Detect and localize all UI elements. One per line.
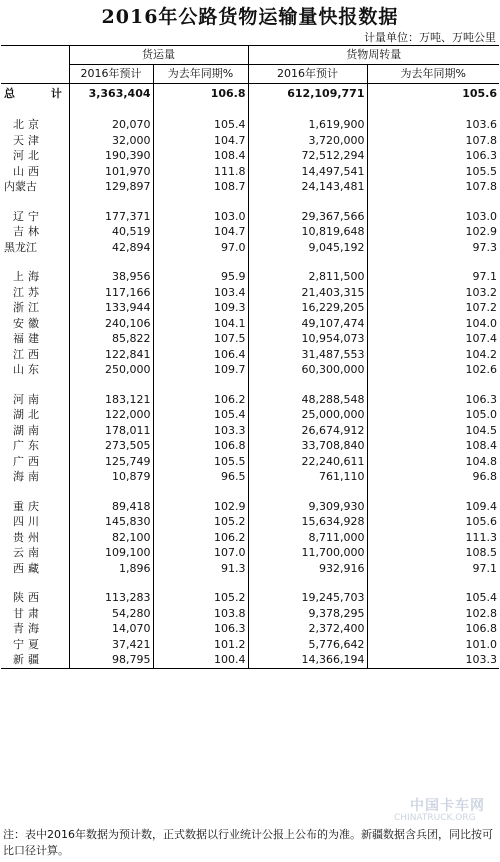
table-row xyxy=(1,438,499,454)
region-name: 海南 xyxy=(1,469,69,485)
table-row xyxy=(1,545,499,561)
turnover-yoy: 97.1 xyxy=(472,270,497,283)
turnover-2016: 25,000,000 xyxy=(248,407,367,423)
unit-label: 计量单位：万吨、万吨公里 xyxy=(364,31,496,44)
volume-2016: 273,505 xyxy=(69,438,153,454)
turnover-yoy: 106.8 xyxy=(465,622,497,635)
table-row xyxy=(1,606,499,622)
table-row xyxy=(1,224,499,240)
turnover-yoy: 105.6 xyxy=(465,515,497,528)
volume-yoy: 107.0 xyxy=(153,545,248,561)
turnover-yoy: 103.2 xyxy=(465,285,497,299)
turnover-yoy: 103.6 xyxy=(465,118,497,131)
volume-2016: 20,070 xyxy=(69,117,153,133)
table-row xyxy=(1,637,499,653)
volume-2016: 129,897 xyxy=(69,179,153,195)
col-header-turnover-yoy: 为去年同期% xyxy=(367,65,499,84)
region-name: 青海 xyxy=(1,621,69,637)
turnover-yoy: 105.0 xyxy=(465,408,497,421)
region-name: 河南 xyxy=(1,392,69,408)
turnover-2016: 3,720,000 xyxy=(248,133,367,149)
table-row xyxy=(1,209,499,225)
region-name: 广东 xyxy=(1,438,69,454)
turnover-yoy: 101.0 xyxy=(465,637,497,651)
table-row xyxy=(1,331,499,347)
table-row xyxy=(1,117,499,133)
turnover-2016: 31,487,553 xyxy=(248,347,367,363)
region-name: 上海 xyxy=(1,269,69,285)
turnover-2016: 19,245,703 xyxy=(248,590,367,606)
total-volume-yoy: 106.8 xyxy=(153,84,248,104)
table-row xyxy=(1,347,499,363)
turnover-2016: 21,403,315 xyxy=(248,285,367,301)
volume-2016: 125,749 xyxy=(69,454,153,470)
volume-yoy: 109.3 xyxy=(153,300,248,316)
region-name: 甘肃 xyxy=(1,606,69,622)
volume-yoy: 106.3 xyxy=(153,621,248,637)
volume-yoy: 104.1 xyxy=(153,316,248,332)
volume-2016: 250,000 xyxy=(69,362,153,378)
table-row xyxy=(1,148,499,164)
volume-yoy: 104.7 xyxy=(153,133,248,149)
group-spacer xyxy=(1,195,499,209)
table-row xyxy=(1,133,499,149)
volume-yoy: 91.3 xyxy=(153,561,248,577)
table-row xyxy=(1,469,499,485)
volume-yoy: 108.7 xyxy=(153,179,248,195)
turnover-2016: 9,378,295 xyxy=(248,606,367,622)
table-row xyxy=(1,514,499,530)
volume-2016: 32,000 xyxy=(69,133,153,149)
region-name: 北京 xyxy=(1,117,69,133)
table-row xyxy=(1,454,499,470)
volume-2016: 82,100 xyxy=(69,530,153,546)
turnover-2016: 33,708,840 xyxy=(248,438,367,454)
table-row xyxy=(1,300,499,316)
volume-2016: 98,795 xyxy=(69,652,153,668)
volume-yoy: 105.2 xyxy=(153,514,248,530)
region-name: 新疆 xyxy=(1,652,69,668)
turnover-yoy: 103.0 xyxy=(465,209,497,223)
turnover-2016: 72,512,294 xyxy=(248,148,367,164)
turnover-yoy: 104.0 xyxy=(465,316,497,330)
group-spacer xyxy=(1,255,499,269)
group-spacer xyxy=(1,103,499,117)
turnover-yoy: 97.1 xyxy=(472,561,497,575)
turnover-yoy: 109.4 xyxy=(465,499,497,513)
table-row xyxy=(1,621,499,637)
region-name: 辽宁 xyxy=(1,209,69,225)
volume-yoy: 106.2 xyxy=(153,392,248,408)
turnover-2016: 2,372,400 xyxy=(248,621,367,637)
turnover-2016: 11,700,000 xyxy=(248,545,367,561)
volume-yoy: 106.8 xyxy=(153,438,248,454)
table-row xyxy=(1,407,499,423)
volume-yoy: 103.8 xyxy=(153,606,248,622)
turnover-2016: 1,619,900 xyxy=(248,117,367,133)
region-name: 江苏 xyxy=(1,285,69,301)
turnover-2016: 9,045,192 xyxy=(248,240,367,256)
total-turnover: 612,109,771 xyxy=(248,84,367,104)
table-row xyxy=(1,423,499,439)
volume-yoy: 103.4 xyxy=(153,285,248,301)
region-name: 宁夏 xyxy=(1,637,69,653)
turnover-yoy: 103.3 xyxy=(367,652,499,668)
region-name: 贵州 xyxy=(1,530,69,546)
region-name: 吉林 xyxy=(1,224,69,240)
turnover-2016: 14,497,541 xyxy=(248,164,367,180)
table-row xyxy=(1,164,499,180)
volume-2016: 89,418 xyxy=(69,499,153,515)
turnover-yoy: 104.8 xyxy=(465,454,497,468)
region-name: 山西 xyxy=(1,164,69,180)
region-name: 河北 xyxy=(1,148,69,164)
turnover-yoy: 102.8 xyxy=(465,606,497,620)
volume-yoy: 108.4 xyxy=(153,148,248,164)
region-name: 安徽 xyxy=(1,316,69,332)
volume-2016: 101,970 xyxy=(69,164,153,180)
region-name: 云南 xyxy=(1,545,69,561)
turnover-2016: 24,143,481 xyxy=(248,179,367,195)
turnover-2016: 49,107,474 xyxy=(248,316,367,332)
volume-2016: 10,879 xyxy=(69,469,153,485)
turnover-yoy: 106.3 xyxy=(465,392,497,406)
volume-yoy: 101.2 xyxy=(153,637,248,653)
table-row xyxy=(1,652,499,668)
region-name: 湖北 xyxy=(1,407,69,423)
turnover-2016: 14,366,194 xyxy=(248,652,367,668)
volume-2016: 38,956 xyxy=(69,269,153,285)
turnover-yoy: 107.8 xyxy=(465,180,497,193)
turnover-yoy: 105.4 xyxy=(465,591,497,604)
volume-2016: 40,519 xyxy=(69,224,153,240)
page-title: 2016年公路货物运输量快报数据 xyxy=(101,6,399,28)
region-name: 西藏 xyxy=(1,561,69,577)
total-volume: 3,363,404 xyxy=(69,84,153,104)
footnote: 注：表中2016年数据为预计数，正式数据以行业统计公报上公布的为准。新疆数据含兵团，同比按可比口径计算。 xyxy=(3,828,493,857)
volume-2016: 183,121 xyxy=(69,392,153,408)
turnover-2016: 22,240,611 xyxy=(248,454,367,470)
region-name: 陕西 xyxy=(1,590,69,606)
table-row xyxy=(1,316,499,332)
turnover-2016: 8,711,000 xyxy=(248,530,367,546)
table-row xyxy=(1,392,499,408)
table-row xyxy=(1,179,499,195)
volume-2016: 1,896 xyxy=(69,561,153,577)
turnover-yoy: 107.2 xyxy=(465,301,497,314)
volume-2016: 37,421 xyxy=(69,637,153,653)
turnover-2016: 48,288,548 xyxy=(248,392,367,408)
col-header-turnover-2016: 2016年预计 xyxy=(248,65,367,84)
volume-2016: 178,011 xyxy=(69,423,153,439)
table-row xyxy=(1,269,499,285)
volume-yoy: 100.4 xyxy=(153,652,248,668)
volume-2016: 54,280 xyxy=(69,606,153,622)
total-turnover-yoy: 105.6 xyxy=(462,87,497,100)
volume-yoy: 102.9 xyxy=(153,499,248,515)
volume-2016: 117,166 xyxy=(69,285,153,301)
volume-yoy: 111.8 xyxy=(153,164,248,180)
region-name: 重庆 xyxy=(1,499,69,515)
region-name: 天津 xyxy=(1,133,69,149)
region-name: 广西 xyxy=(1,454,69,470)
volume-2016: 42,894 xyxy=(69,240,153,256)
col-header-volume-yoy: 为去年同期% xyxy=(153,65,248,84)
volume-2016: 145,830 xyxy=(69,514,153,530)
turnover-yoy: 105.5 xyxy=(465,164,497,178)
turnover-2016: 10,819,648 xyxy=(248,224,367,240)
turnover-yoy: 107.4 xyxy=(465,332,497,345)
table-row xyxy=(1,240,499,256)
volume-2016: 190,390 xyxy=(69,148,153,164)
volume-2016: 122,841 xyxy=(69,347,153,363)
volume-2016: 14,070 xyxy=(69,621,153,637)
volume-2016: 113,283 xyxy=(69,590,153,606)
watermark-text: 中国卡车网 xyxy=(410,798,485,814)
volume-yoy: 105.4 xyxy=(153,407,248,423)
watermark-subtext: CHINATRUCK.ORG xyxy=(394,813,476,823)
turnover-2016: 10,954,073 xyxy=(248,331,367,347)
region-name: 四川 xyxy=(1,514,69,530)
turnover-2016: 2,811,500 xyxy=(248,269,367,285)
turnover-2016: 16,229,205 xyxy=(248,300,367,316)
col-header-volume-2016: 2016年预计 xyxy=(69,65,153,84)
turnover-yoy: 106.3 xyxy=(465,149,497,162)
turnover-yoy: 102.6 xyxy=(465,363,497,376)
region-name: 山东 xyxy=(1,362,69,378)
freight-volume-header: 货运量 xyxy=(69,46,248,65)
volume-yoy: 105.5 xyxy=(153,454,248,470)
turnover-yoy: 96.8 xyxy=(472,470,497,483)
total-label: 总 计 xyxy=(1,84,69,104)
group-spacer xyxy=(1,485,499,499)
region-name: 湖南 xyxy=(1,423,69,439)
region-header xyxy=(1,46,69,84)
volume-yoy: 105.2 xyxy=(153,590,248,606)
volume-2016: 177,371 xyxy=(69,209,153,225)
freight-turnover-header: 货物周转量 xyxy=(248,46,499,65)
table-row xyxy=(1,561,499,577)
volume-yoy: 95.9 xyxy=(153,269,248,285)
table-row xyxy=(1,499,499,515)
turnover-2016: 26,674,912 xyxy=(248,423,367,439)
turnover-2016: 9,309,930 xyxy=(248,499,367,515)
volume-2016: 109,100 xyxy=(69,545,153,561)
turnover-yoy: 97.3 xyxy=(472,240,497,254)
table-row xyxy=(1,362,499,378)
turnover-2016: 29,367,566 xyxy=(248,209,367,225)
turnover-yoy: 108.5 xyxy=(465,546,497,559)
turnover-2016: 761,110 xyxy=(248,469,367,485)
volume-yoy: 107.5 xyxy=(153,331,248,347)
volume-yoy: 97.0 xyxy=(153,240,248,256)
turnover-yoy: 108.4 xyxy=(465,439,497,452)
turnover-yoy: 111.3 xyxy=(465,530,497,544)
volume-2016: 133,944 xyxy=(69,300,153,316)
turnover-yoy: 104.5 xyxy=(465,423,497,437)
turnover-2016: 5,776,642 xyxy=(248,637,367,653)
turnover-yoy: 107.8 xyxy=(465,133,497,147)
turnover-2016: 932,916 xyxy=(248,561,367,577)
volume-yoy: 103.0 xyxy=(153,209,248,225)
region-name: 黑龙江 xyxy=(1,240,69,256)
volume-yoy: 103.3 xyxy=(153,423,248,439)
turnover-yoy: 104.2 xyxy=(465,347,497,361)
group-spacer xyxy=(1,378,499,392)
volume-yoy: 96.5 xyxy=(153,469,248,485)
turnover-2016: 60,300,000 xyxy=(248,362,367,378)
table-row xyxy=(1,285,499,301)
volume-2016: 122,000 xyxy=(69,407,153,423)
total-row xyxy=(1,84,499,104)
volume-2016: 85,822 xyxy=(69,331,153,347)
turnover-2016: 15,634,928 xyxy=(248,514,367,530)
group-spacer xyxy=(1,576,499,590)
table-row xyxy=(1,590,499,606)
region-name: 浙江 xyxy=(1,300,69,316)
volume-yoy: 104.7 xyxy=(153,224,248,240)
turnover-yoy: 102.9 xyxy=(465,225,497,238)
volume-yoy: 105.4 xyxy=(153,117,248,133)
region-name: 江西 xyxy=(1,347,69,363)
volume-yoy: 109.7 xyxy=(153,362,248,378)
freight-table xyxy=(1,45,499,669)
watermark-logo xyxy=(380,791,498,831)
region-name: 福建 xyxy=(1,331,69,347)
volume-2016: 240,106 xyxy=(69,316,153,332)
volume-yoy: 106.2 xyxy=(153,530,248,546)
volume-yoy: 106.4 xyxy=(153,347,248,363)
table-row xyxy=(1,530,499,546)
region-name: 内蒙古 xyxy=(1,179,69,195)
